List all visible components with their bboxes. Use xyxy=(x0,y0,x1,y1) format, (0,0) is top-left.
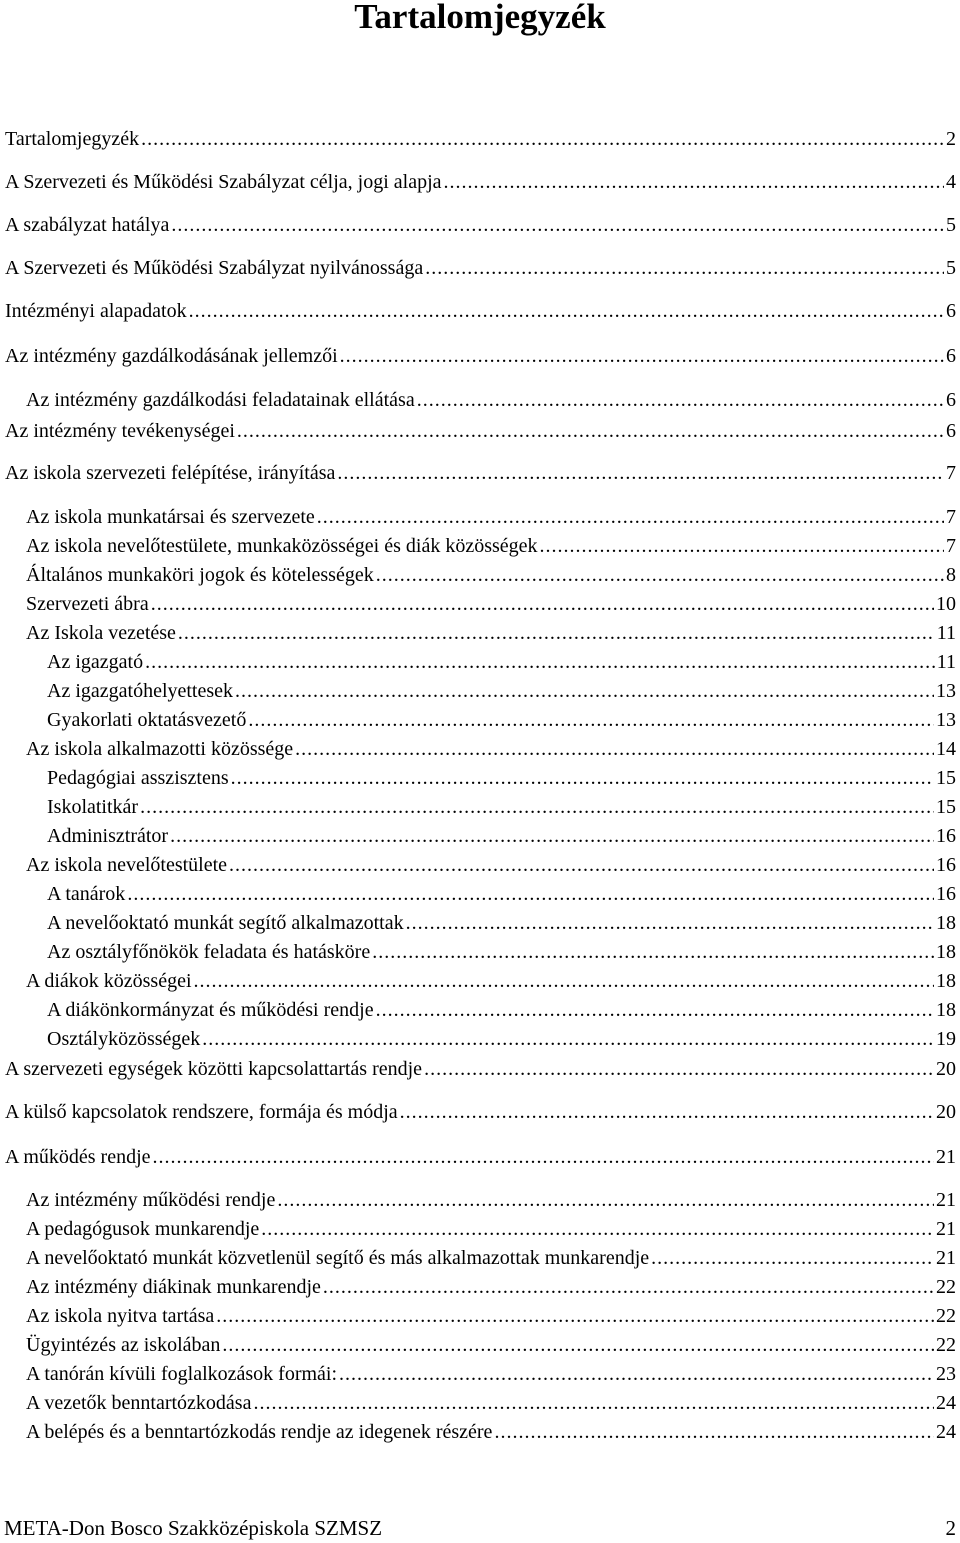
toc-entry[interactable] xyxy=(0,765,960,791)
toc-entry-page-number: 16 xyxy=(936,883,956,905)
toc-entry[interactable] xyxy=(0,1332,960,1358)
toc-entry[interactable] xyxy=(0,1026,960,1052)
toc-dot-leader xyxy=(235,678,934,704)
toc-entry-page-number: 22 xyxy=(936,1305,956,1327)
toc-entry[interactable] xyxy=(0,1390,960,1416)
toc-entry[interactable] xyxy=(0,649,960,675)
toc-entry-title: A vezetők benntartózkodása xyxy=(26,1392,252,1414)
page-title: Tartalomjegyzék xyxy=(354,0,606,36)
toc-dot-leader xyxy=(141,126,944,152)
toc-dot-leader xyxy=(540,533,944,559)
toc-entry[interactable] xyxy=(0,255,960,281)
toc-dot-leader xyxy=(317,504,944,530)
toc-dot-leader xyxy=(277,1187,934,1213)
toc-entry-title: Az iskola nyitva tartása xyxy=(26,1305,215,1327)
toc-entry-title: Az intézmény gazdálkodási feladatainak ellátása xyxy=(26,389,415,411)
toc-dot-leader xyxy=(372,939,934,965)
toc-dot-leader xyxy=(222,1332,934,1358)
toc-entry-title: A külső kapcsolatok rendszere, formája és módja xyxy=(5,1101,398,1123)
toc-dot-leader xyxy=(170,823,934,849)
toc-entry-title: Az iskola nevelőtestülete, munkaközösségei és diák közösségek xyxy=(26,535,538,557)
toc-entry[interactable] xyxy=(0,1274,960,1300)
toc-entry[interactable] xyxy=(0,852,960,878)
toc-entry-title: Szervezeti ábra xyxy=(26,593,149,615)
toc-entry[interactable] xyxy=(0,126,960,152)
toc-dot-leader xyxy=(400,1099,934,1125)
toc-entry[interactable] xyxy=(0,1099,960,1125)
toc-entry-title: A tanórán kívüli foglalkozások formái: xyxy=(26,1363,338,1385)
toc-entry-title: Pedagógiai asszisztens xyxy=(47,767,229,789)
toc-entry-page-number: 4 xyxy=(946,171,956,193)
toc-dot-leader xyxy=(261,1216,934,1242)
toc-entry-title: A Szervezeti és Működési Szabályzat nyilvánossága xyxy=(5,257,424,279)
toc-entry-page-number: 6 xyxy=(946,300,956,322)
toc-entry-page-number: 23 xyxy=(936,1363,956,1385)
toc-entry-page-number: 7 xyxy=(946,535,956,557)
toc-dot-leader xyxy=(337,460,944,486)
toc-entry-page-number: 15 xyxy=(936,796,956,818)
toc-entry-title: Az iskola szervezeti felépítése, irányítása xyxy=(5,462,336,484)
toc-entry-page-number: 6 xyxy=(946,420,956,442)
toc-entry-title: Az iskola nevelőtestülete xyxy=(26,854,228,876)
toc-entry[interactable] xyxy=(0,823,960,849)
toc-entry-title: Az igazgató xyxy=(47,651,144,673)
toc-entry[interactable] xyxy=(0,1187,960,1213)
toc-dot-leader xyxy=(178,620,935,646)
toc-entry-page-number: 24 xyxy=(936,1421,956,1443)
toc-dot-leader xyxy=(231,765,934,791)
toc-entry[interactable] xyxy=(0,678,960,704)
toc-entry[interactable] xyxy=(0,418,960,444)
toc-entry-page-number: 16 xyxy=(936,854,956,876)
toc-entry[interactable] xyxy=(0,620,960,646)
toc-dot-leader xyxy=(153,1144,934,1170)
toc-dot-leader xyxy=(651,1245,934,1271)
toc-dot-leader xyxy=(417,387,944,413)
toc-entry-page-number: 21 xyxy=(936,1218,956,1240)
toc-entry[interactable] xyxy=(0,1419,960,1445)
toc-entry[interactable] xyxy=(0,910,960,936)
toc-entry[interactable] xyxy=(0,169,960,195)
toc-entry-page-number: 8 xyxy=(946,564,956,586)
toc-dot-leader xyxy=(376,562,944,588)
toc-entry-title: A diákönkormányzat és működési rendje xyxy=(47,999,374,1021)
toc-dot-leader xyxy=(339,1361,934,1387)
toc-entry-page-number: 21 xyxy=(936,1247,956,1269)
toc-dot-leader xyxy=(127,881,934,907)
toc-dot-leader xyxy=(229,852,934,878)
toc-entry[interactable] xyxy=(0,736,960,762)
footer-page-number: 2 xyxy=(945,1516,956,1540)
toc-entry-title: Gyakorlati oktatásvezető xyxy=(47,709,247,731)
toc-entry-title: A nevelőoktató munkát közvetlenül segítő és más alkalmazottak munkarendje xyxy=(26,1247,650,1269)
toc-entry-page-number: 18 xyxy=(936,970,956,992)
toc-dot-leader xyxy=(216,1303,934,1329)
toc-entry[interactable] xyxy=(0,212,960,238)
toc-entry[interactable] xyxy=(0,343,960,369)
toc-entry-page-number: 22 xyxy=(936,1276,956,1298)
toc-entry[interactable] xyxy=(0,1361,960,1387)
toc-dot-leader xyxy=(189,298,944,324)
toc-entry-title: A pedagógusok munkarendje xyxy=(26,1218,260,1240)
toc-entry[interactable] xyxy=(0,707,960,733)
toc-entry-page-number: 5 xyxy=(946,214,956,236)
toc-entry-title: A működés rendje xyxy=(5,1146,151,1168)
toc-entry[interactable] xyxy=(0,939,960,965)
toc-entry-page-number: 18 xyxy=(936,941,956,963)
toc-entry-title: Általános munkaköri jogok és kötelességek xyxy=(26,564,374,586)
toc-entry-title: Osztályközösségek xyxy=(47,1028,201,1050)
footer-document-name: META-Don Bosco Szakközépiskola SZMSZ xyxy=(4,1516,383,1540)
toc-dot-leader xyxy=(323,1274,934,1300)
toc-dot-leader xyxy=(494,1419,934,1445)
toc-dot-leader xyxy=(425,255,944,281)
toc-dot-leader xyxy=(248,707,934,733)
toc-entry-page-number: 11 xyxy=(936,651,956,673)
toc-entry[interactable] xyxy=(0,881,960,907)
toc-entry[interactable] xyxy=(0,387,960,413)
toc-entry[interactable] xyxy=(0,533,960,559)
toc-entry-title: A szervezeti egységek közötti kapcsolattartás rendje xyxy=(5,1058,423,1080)
page-footer xyxy=(4,1515,956,1541)
toc-entry-title: A Szervezeti és Működési Szabályzat célja, jogi alapja xyxy=(5,171,442,193)
toc-entry-page-number: 10 xyxy=(936,593,956,615)
toc-entry-title: Az iskola alkalmazotti közössége xyxy=(26,738,294,760)
toc-entry-title: Az intézmény működési rendje xyxy=(26,1189,276,1211)
toc-dot-leader xyxy=(202,1026,934,1052)
toc-entry[interactable] xyxy=(0,562,960,588)
toc-entry-title: A szabályzat hatálya xyxy=(5,214,170,236)
toc-dot-leader xyxy=(253,1390,934,1416)
toc-entry-page-number: 5 xyxy=(946,257,956,279)
toc-dot-leader xyxy=(194,968,934,994)
toc-entry-page-number: 24 xyxy=(936,1392,956,1414)
toc-entry-title: Tartalomjegyzék xyxy=(5,128,140,150)
toc-entry[interactable] xyxy=(0,591,960,617)
toc-dot-leader xyxy=(424,1056,934,1082)
toc-entry-title: A nevelőoktató munkát segítő alkalmazottak xyxy=(47,912,404,934)
toc-entry-title: Az Iskola vezetése xyxy=(26,622,176,644)
toc-entry-page-number: 6 xyxy=(946,345,956,367)
toc-entry-page-number: 14 xyxy=(936,738,956,760)
toc-entry[interactable] xyxy=(0,1056,960,1082)
toc-entry[interactable] xyxy=(0,1303,960,1329)
toc-entry-page-number: 18 xyxy=(936,999,956,1021)
toc-dot-leader xyxy=(151,591,934,617)
toc-entry-title: A tanárok xyxy=(47,883,126,905)
toc-entry-page-number: 22 xyxy=(936,1334,956,1356)
toc-entry-page-number: 6 xyxy=(946,389,956,411)
toc-entry-title: A diákok közösségei xyxy=(26,970,192,992)
toc-entry[interactable] xyxy=(0,997,960,1023)
toc-entry-title: Az iskola munkatársai és szervezete xyxy=(26,506,315,528)
toc-dot-leader xyxy=(406,910,934,936)
toc-entry[interactable] xyxy=(0,1245,960,1271)
toc-entry-page-number: 11 xyxy=(936,622,956,644)
toc-entry-page-number: 16 xyxy=(936,825,956,847)
toc-entry-page-number: 7 xyxy=(946,506,956,528)
toc-entry-title: Az osztályfőnökök feladata és hatásköre xyxy=(47,941,371,963)
toc-dot-leader xyxy=(295,736,934,762)
toc-dot-leader xyxy=(444,169,944,195)
toc-entry-title: Ügyintézés az iskolában xyxy=(26,1334,221,1356)
toc-entry[interactable] xyxy=(0,460,960,486)
toc-dot-leader xyxy=(145,649,935,675)
toc-entry-page-number: 15 xyxy=(936,767,956,789)
toc-dot-leader xyxy=(340,343,944,369)
toc-entry-page-number: 20 xyxy=(936,1058,956,1080)
toc-entry-page-number: 13 xyxy=(936,709,956,731)
toc-entry-page-number: 21 xyxy=(936,1189,956,1211)
toc-dot-leader xyxy=(140,794,934,820)
toc-entry[interactable] xyxy=(0,298,960,324)
toc-entry-page-number: 2 xyxy=(946,128,956,150)
toc-entry[interactable] xyxy=(0,794,960,820)
toc-entry-page-number: 7 xyxy=(946,462,956,484)
toc-dot-leader xyxy=(237,418,944,444)
toc-entry-title: Az intézmény tevékenységei xyxy=(5,420,235,442)
toc-entry-page-number: 20 xyxy=(936,1101,956,1123)
toc-entry-title: Az intézmény gazdálkodásának jellemzői xyxy=(5,345,338,367)
toc-entry[interactable] xyxy=(0,1144,960,1170)
toc-entry-page-number: 18 xyxy=(936,912,956,934)
toc-entry-title: Intézményi alapadatok xyxy=(5,300,187,322)
toc-dot-leader xyxy=(171,212,944,238)
toc-entry-title: Adminisztrátor xyxy=(47,825,169,847)
toc-entry[interactable] xyxy=(0,504,960,530)
toc-entry-page-number: 13 xyxy=(936,680,956,702)
toc-dot-leader xyxy=(376,997,934,1023)
toc-entry-page-number: 19 xyxy=(936,1028,956,1050)
toc-entry[interactable] xyxy=(0,1216,960,1242)
toc-entry-title: A belépés és a benntartózkodás rendje az idegenek részére xyxy=(26,1421,493,1443)
toc-entry-title: Az igazgatóhelyettesek xyxy=(47,680,234,702)
toc-entry-title: Iskolatitkár xyxy=(47,796,139,818)
toc-entry-page-number: 21 xyxy=(936,1146,956,1168)
toc-entry[interactable] xyxy=(0,968,960,994)
toc-entry-title: Az intézmény diákinak munkarendje xyxy=(26,1276,321,1298)
